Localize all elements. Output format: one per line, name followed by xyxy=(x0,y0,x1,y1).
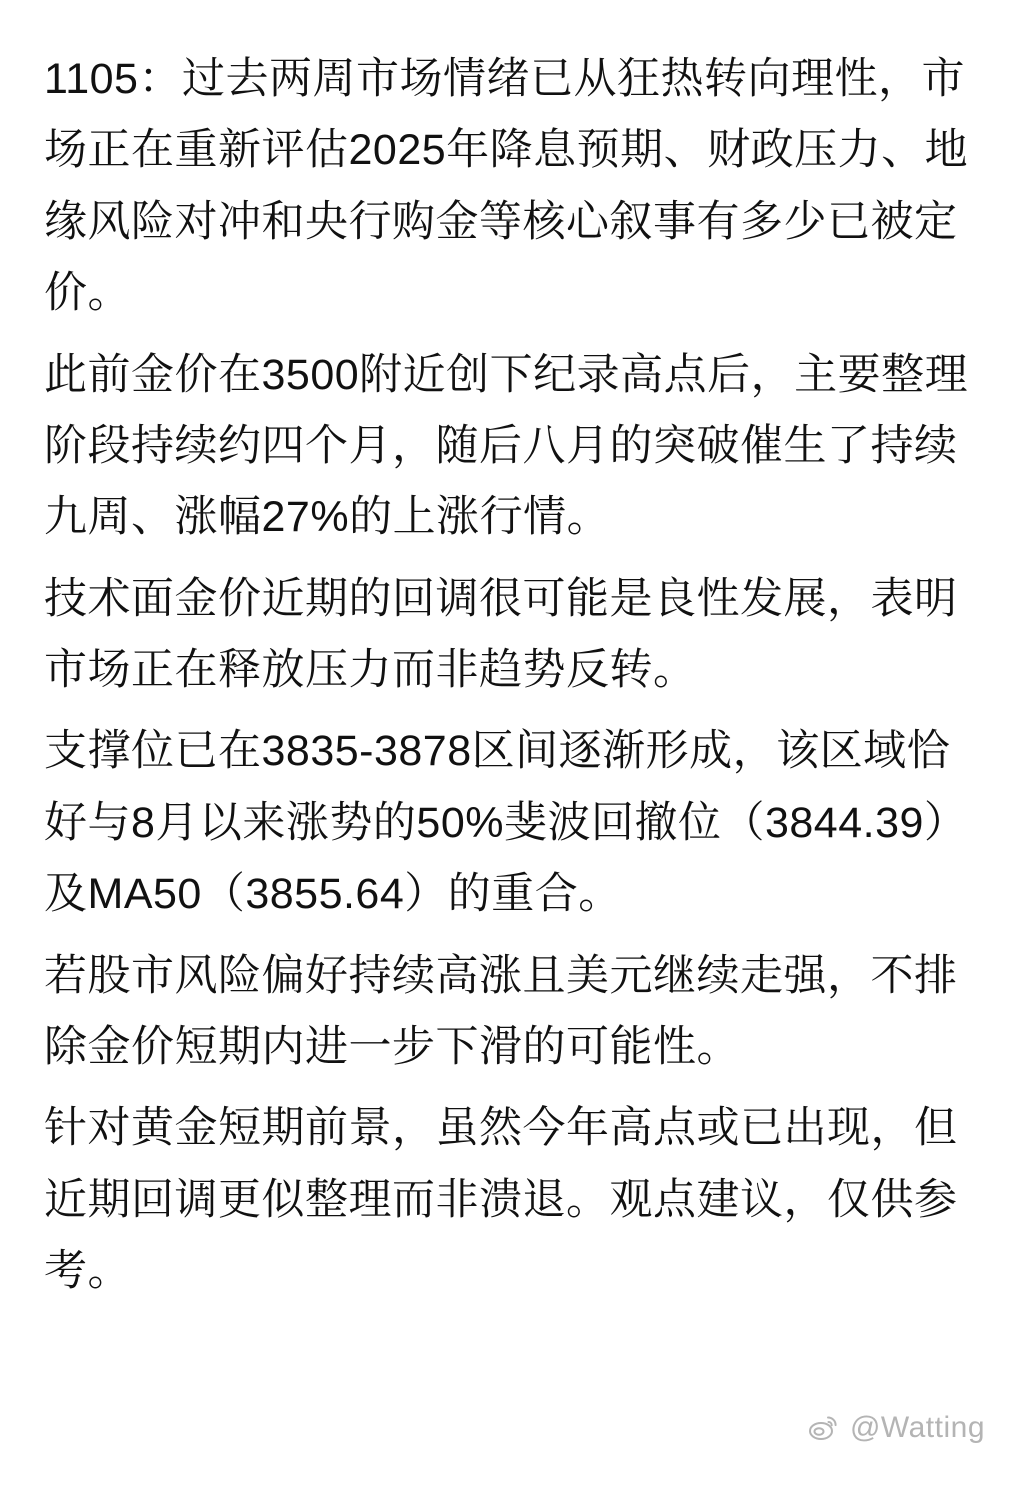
note-body xyxy=(44,44,977,1307)
paragraph-1: 1105：过去两周市场情绪已从狂热转向理性，市场正在重新评估2025年降息预期、财政压力、地缘风险对冲和央行购金等核心叙事有多少已被定价。 xyxy=(44,55,969,318)
watermark xyxy=(806,1411,985,1445)
paragraph-4: 支撑位已在3835-3878区间逐渐形成，该区域恰好与8月以来涨势的50%斐波回撤位（3844.39）及MA50（3855.64）的重合。 xyxy=(44,727,968,919)
paragraph-5: 若股市风险偏好持续高涨且美元继续走强，不排除金价短期内进一步下滑的可能性。 xyxy=(44,951,958,1071)
watermark-text: @Watting xyxy=(849,1411,985,1444)
paragraph-3: 技术面金价近期的回调很可能是良性发展，表明市场正在释放压力而非趋势反转。 xyxy=(44,574,958,694)
paragraph-2: 此前金价在3500附近创下纪录高点后，主要整理阶段持续约四个月，随后八月的突破催生了持续九周、涨幅27%的上涨行情。 xyxy=(44,350,969,542)
weibo-logo-icon xyxy=(806,1411,840,1445)
paragraph-6: 针对黄金短期前景，虽然今年高点或已出现，但近期回调更似整理而非溃退。观点建议，仅供参考。 xyxy=(44,1104,958,1295)
